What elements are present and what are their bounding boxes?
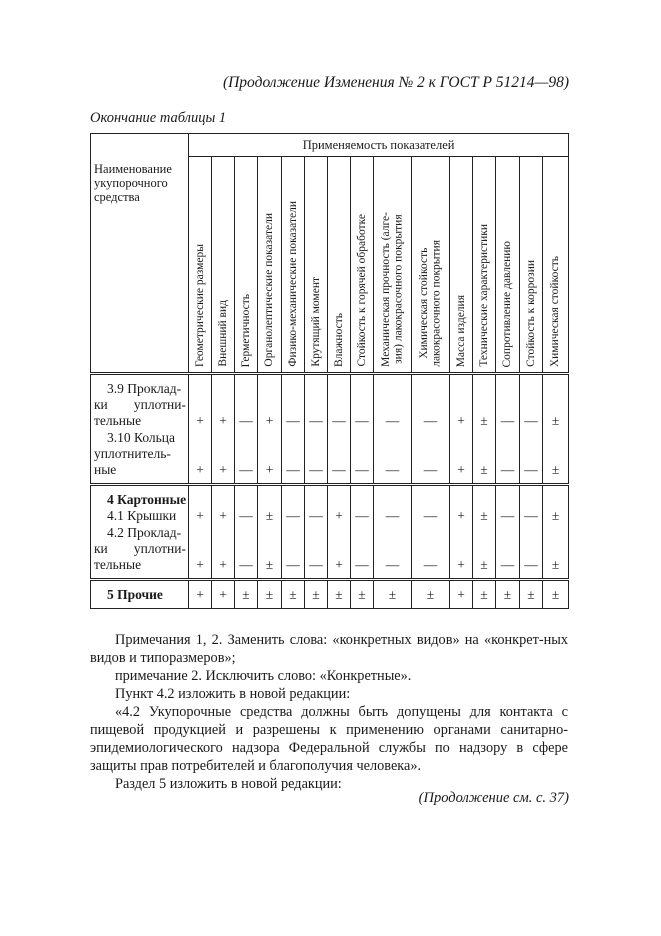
applicability-mark: + [265,462,274,477]
value-cell [412,374,450,485]
applicability-mark: ± [265,587,274,603]
column-header [496,157,520,374]
applicability-mark: — [239,413,253,429]
value-cell [496,485,520,580]
value-cell [282,485,305,580]
applicability-mark: + [335,557,343,573]
applicability-mark: ± [289,587,297,603]
value-cell [543,580,569,609]
applicability-mark: + [457,462,465,477]
applicability-mark: — [309,462,323,477]
applicability-mark: ± [335,587,343,603]
column-header-label [287,195,300,372]
applicability-table [90,133,569,609]
column-header-line: Крутящий момент [309,277,322,367]
applicability-mark: ± [480,587,488,603]
column-header-line: Химическая стойкость [418,248,430,360]
column-header-label [310,271,323,372]
column-header-label [455,289,468,372]
value-cell [496,580,520,609]
applicability-mark: + [265,413,274,429]
value-cell [520,374,543,485]
applicability-mark: — [239,508,253,524]
applicability-mark: + [457,557,465,573]
column-header-label [380,206,405,372]
applicability-group-header: Применяемость показателей [189,134,569,157]
column-header-label [478,218,491,372]
value-cell [328,580,351,609]
applicability-mark: + [219,587,227,603]
applicability-mark: — [423,557,438,573]
item-name-line: 5 Прочие [107,587,163,603]
item-name-line: тельные [94,557,142,573]
applicability-mark: + [219,508,227,524]
column-header-line: Геометрические размеры [193,244,206,367]
column-header [450,157,473,374]
value-cell [235,580,258,609]
column-header-line: Технические характеристики [477,224,490,367]
column-header [282,157,305,374]
applicability-mark: — [286,462,300,477]
amendment-paragraph: Пункт 4.2 изложить в новой редакции: [115,686,351,702]
applicability-mark: ± [265,557,274,573]
applicability-mark: — [355,462,369,477]
value-cell [189,580,212,609]
applicability-mark: — [309,557,323,573]
value-cell [282,580,305,609]
item-name-line: ные [94,462,117,478]
item-name-line: 4.1 Крышки [107,508,177,524]
column-header-line: Сопротивление давлению [501,240,514,367]
value-cell [328,374,351,485]
column-header-label [333,307,346,372]
column-header [520,157,543,374]
value-cell [450,485,473,580]
applicability-mark: — [332,462,346,477]
value-cell [374,485,412,580]
applicability-mark: ± [527,587,535,603]
table-section-row [91,580,569,609]
applicability-mark: ± [551,557,560,573]
value-cell [473,580,496,609]
column-header [258,157,282,374]
value-cell [450,374,473,485]
value-cell [473,374,496,485]
value-cell [212,374,235,485]
value-cell [412,485,450,580]
applicability-mark: — [524,462,538,477]
value-cell [450,580,473,609]
value-cell [412,580,450,609]
item-name-line: 3.9 Проклад- [107,381,182,396]
applicability-mark: ± [388,587,397,603]
column-header-label [263,207,276,372]
column-header [351,157,374,374]
value-cell [351,485,374,580]
column-header-line: Масса изделия [454,294,467,367]
value-cell [543,485,569,580]
applicability-mark: — [524,508,538,524]
applicability-mark: + [335,508,343,524]
applicability-mark: + [196,557,204,573]
applicability-mark: — [355,413,369,429]
value-cell [282,374,305,485]
column-header [328,157,351,374]
item-name-line: тельные [94,413,142,429]
column-header [543,157,569,374]
amendment-text [90,631,568,793]
value-cell [258,580,282,609]
value-cell [212,485,235,580]
applicability-mark: — [524,413,538,429]
applicability-mark: — [309,413,323,429]
applicability-mark: — [423,413,438,429]
applicability-mark: + [457,508,465,524]
continuation-footer: (Продолжение см. с. 37) [418,790,569,806]
applicability-mark: ± [358,587,366,603]
column-header-line: Герметичность [239,293,252,367]
value-cell [496,374,520,485]
applicability-mark: ± [480,508,488,524]
column-header-line: Механическая прочность (алге- [380,212,392,367]
value-cell [520,580,543,609]
column-header-line: Стойкость к горячей обработке [355,214,368,367]
value-cell [543,374,569,485]
item-name-line: ки уплотни- [94,397,186,413]
applicability-mark: — [239,557,253,573]
applicability-mark: + [219,462,227,477]
applicability-mark: ± [265,508,274,524]
column-header-label [217,294,230,372]
applicability-mark: — [500,508,515,524]
applicability-mark: — [385,508,400,524]
value-cell [189,485,212,580]
item-name-cell [91,580,189,609]
value-cell [189,374,212,485]
applicability-mark: + [219,413,227,429]
applicability-mark: — [286,508,300,524]
item-name-cell [91,374,189,485]
column-header [374,157,412,374]
applicability-mark: — [309,508,323,524]
applicability-mark: — [286,557,300,573]
item-name-line: уплотнитель- [94,445,171,461]
item-name-cell [91,485,189,580]
column-header-line: Химическая стойкость [549,255,562,367]
column-header-line: Физико-механические показатели [286,201,299,367]
value-cell [374,374,412,485]
amendment-paragraph: Примечания 1, 2. Заменить слова: «конкретных видов» на «конкрет-ных видов и типоразмеров»; [90,632,568,666]
applicability-mark: — [332,413,346,429]
applicability-mark: + [457,413,465,429]
name-header-line: средства [94,190,140,204]
value-cell [305,485,328,580]
column-header-line: лакокрасочного покрытия [430,240,443,367]
column-header [235,157,258,374]
table-section-row [91,374,569,485]
value-cell [305,374,328,485]
column-header-label [501,235,514,373]
document-continuation-header: (Продолжение Изменения № 2 к ГОСТ Р 51214—98) [222,74,569,91]
item-name-line: 4 Картонные [107,492,187,508]
value-cell [374,580,412,609]
column-header [189,157,212,374]
column-header-label [240,288,253,372]
column-header-line: Стойкость к коррозии [524,260,537,367]
amendment-paragraph: Раздел 5 изложить в новой редакции: [115,776,342,792]
column-header [412,157,450,374]
amendment-paragraph: примечание 2. Исключить слово: «Конкретные». [115,668,412,684]
value-cell [351,374,374,485]
applicability-mark: — [500,413,515,429]
table-section-row [91,485,569,580]
applicability-mark: + [196,508,204,524]
column-header-label [356,208,369,372]
applicability-mark: ± [426,587,435,603]
value-cell [305,580,328,609]
applicability-mark: — [239,462,253,477]
applicability-mark: ± [551,508,560,524]
value-cell [235,485,258,580]
applicability-mark: — [500,462,515,477]
applicability-mark: — [385,413,400,429]
applicability-mark: ± [551,413,560,429]
applicability-mark: ± [551,587,560,603]
column-header [473,157,496,374]
value-cell [473,485,496,580]
applicability-mark: ± [480,557,488,573]
name-header-line: Наименование [94,162,172,176]
column-header-label [418,234,443,372]
name-header-line: укупорочного [94,176,168,190]
table-end-caption: Окончание таблицы 1 [90,110,227,126]
applicability-mark: ± [480,413,488,429]
applicability-mark: — [385,557,400,573]
applicability-mark: + [196,587,204,603]
applicability-mark: — [423,462,438,477]
amendment-paragraph: «4.2 Укупорочные средства должны быть допущены для контакта с пищевой продукцией и разрешены к применению органами санитарно-эпидемиологического надзора Федеральной службы по надзору в сфере защиты прав потребителей и благополучия человека». [90,704,568,774]
column-header-label [525,254,538,372]
column-header-label [549,250,562,372]
column-header-line: Внешний вид [216,300,229,367]
applicability-mark: — [355,557,369,573]
applicability-mark: + [219,557,227,573]
value-cell [212,580,235,609]
column-header-line: зия) лакокрасочного покрытия [392,214,405,365]
applicability-mark: — [286,413,300,429]
column-header-line: Влажность [332,312,345,367]
applicability-mark: — [385,462,400,477]
applicability-mark: + [196,462,204,477]
value-cell [235,374,258,485]
applicability-mark: ± [551,462,560,477]
name-column-header [91,134,189,374]
value-cell [328,485,351,580]
applicability-mark: — [524,557,538,573]
applicability-mark: + [196,413,204,429]
column-header-line: Органолептические показатели [263,213,276,367]
value-cell [258,485,282,580]
column-header [305,157,328,374]
applicability-mark: + [457,587,465,603]
value-cell [351,580,374,609]
item-name-line: 4.2 Проклад- [107,524,182,540]
item-name-line: 3.10 Кольца [107,429,176,445]
applicability-mark: — [500,557,515,573]
column-header-label [194,238,207,372]
applicability-mark: — [423,508,438,524]
item-name-line: ки уплотни- [94,540,186,556]
value-cell [520,485,543,580]
applicability-mark: ± [503,587,512,603]
applicability-mark: ± [242,587,250,603]
column-header [212,157,235,374]
value-cell [258,374,282,485]
applicability-mark: ± [480,462,488,477]
applicability-mark: ± [312,587,320,603]
applicability-mark: — [355,508,369,524]
